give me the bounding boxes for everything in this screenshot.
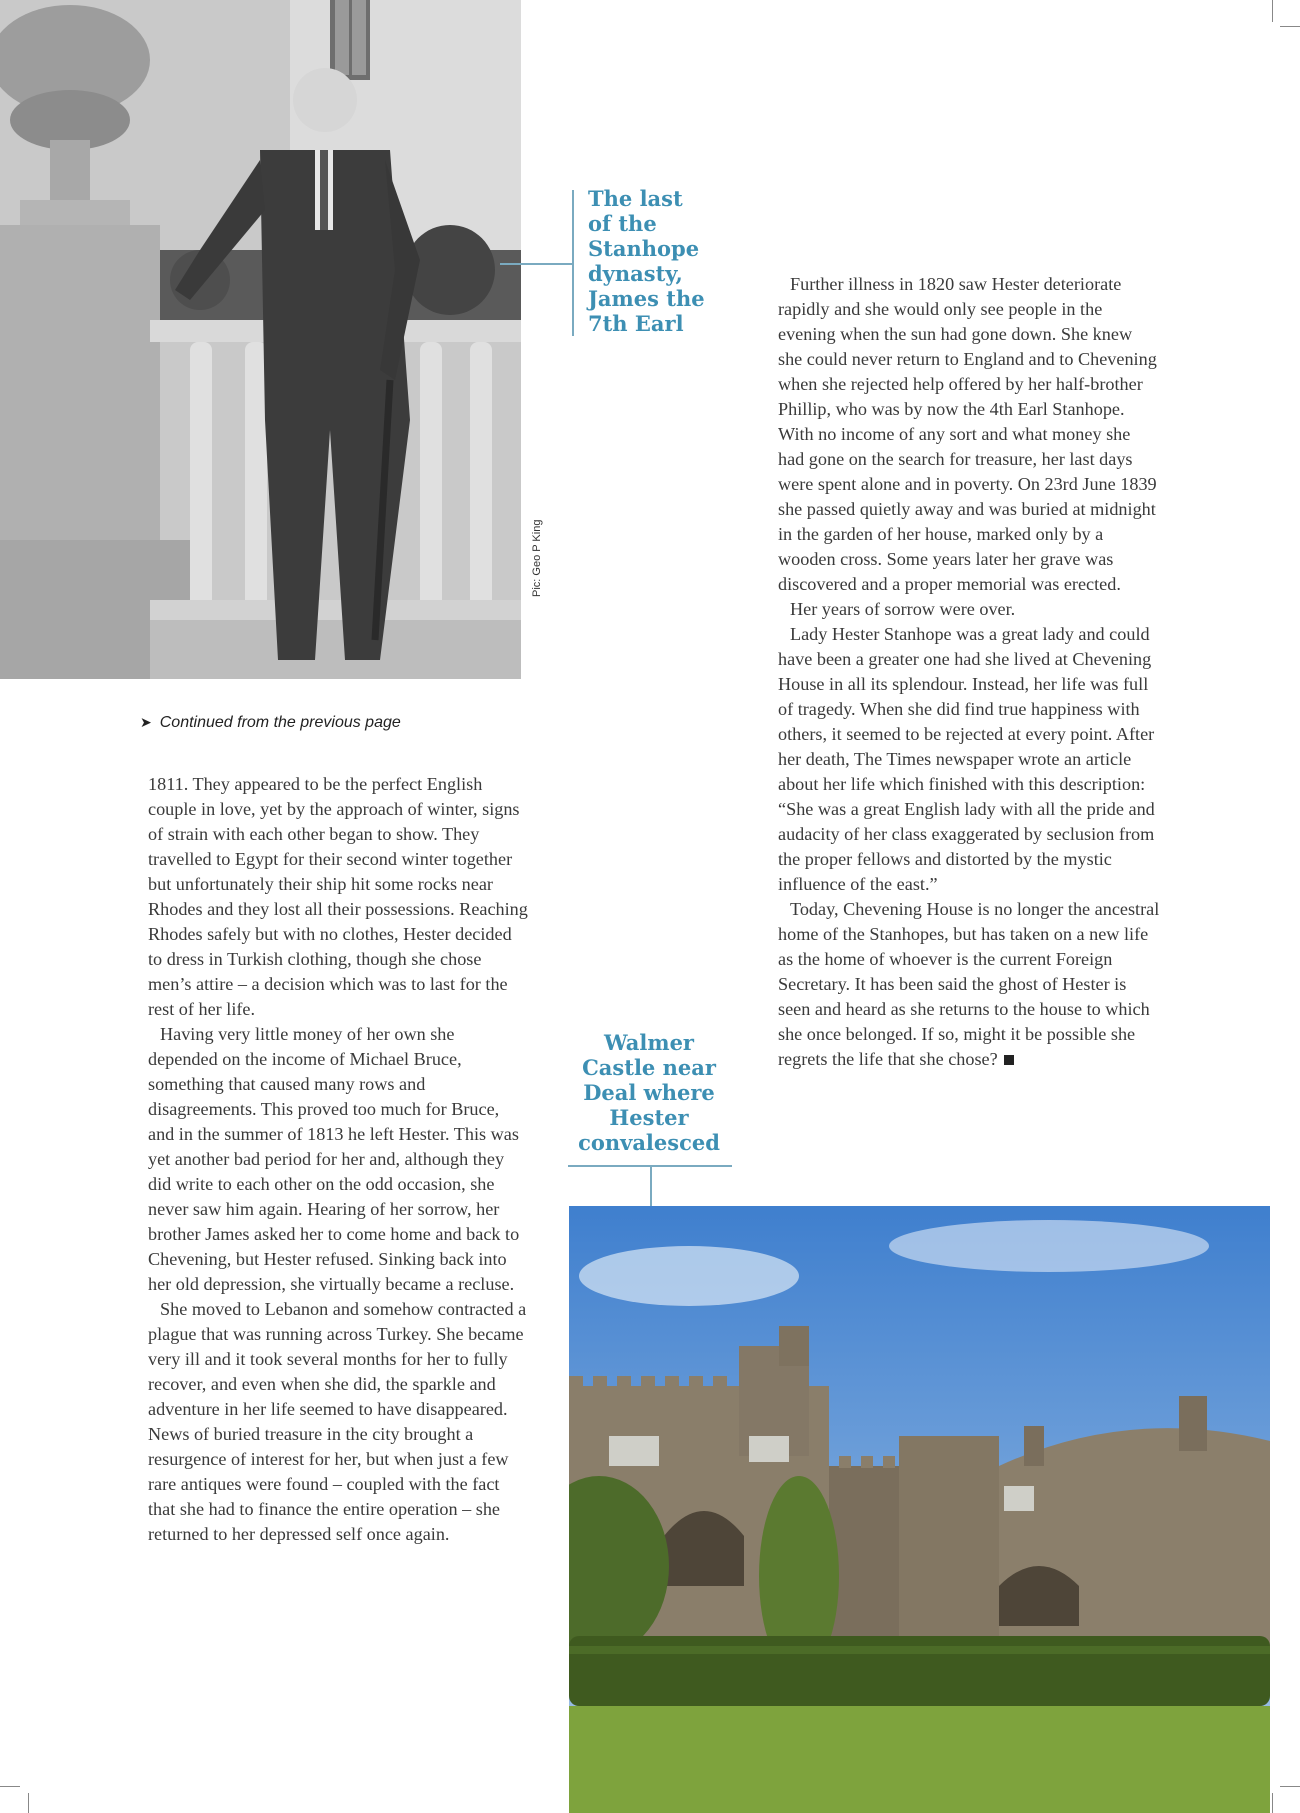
paragraph-text: Today, Chevening House is no longer the ancestral home of the Stanhopes, but has taken on a new life as the home of whoever is the current Foreign Secretary. It has been said the ghost of Hester is seen and heard as she returns to the house to which she once belonged. If so, might it be possible she regrets the life that she chose? bbox=[778, 899, 1160, 1069]
right-column bbox=[778, 272, 1160, 1072]
photo-credit: Pic: Geo P King bbox=[531, 519, 543, 597]
crop-mark bbox=[0, 1786, 20, 1787]
continued-note bbox=[140, 714, 401, 732]
earl-caption: The last of the Stanhope dynasty, James the 7th Earl bbox=[588, 186, 705, 336]
caption-leader-line bbox=[500, 263, 572, 265]
paragraph: Lady Hester Stanhope was a great lady and could have been a greater one had she lived at Chevening House in all its splendour. Instead, her life was full of tragedy. When she did find true happiness with others, it seemed to be rejected at every point. After her death, The Times newspaper wrote an article about her life which finished with this description: “She was a great English lady with all the pride and audacity of her class exaggerated by seclusion from the proper fellows and distorted by the mystic influence of the east.” bbox=[778, 624, 1155, 894]
castle-caption: Walmer Castle near Deal where Hester convalesced bbox=[578, 1030, 720, 1155]
earl-photo bbox=[0, 0, 521, 679]
paragraph: Having very little money of her own she depended on the income of Michael Bruce, something that caused many rows and disagreements. This proved too much for Bruce, and in the summer of 1813 he left Hester. This was yet another bad period for her and, although they did write to each other on the odd occasion, she never saw him again. Hearing of her sorrow, her brother James asked her to come home and back to Chevening, but Hester refused. Sinking back into her old depression, she virtually became a recluse. bbox=[148, 1024, 520, 1294]
continued-text: Continued from the previous page bbox=[159, 714, 401, 731]
crop-mark bbox=[28, 1793, 29, 1813]
crop-mark bbox=[1272, 1793, 1273, 1813]
end-square-icon bbox=[1004, 1055, 1014, 1065]
paragraph: Further illness in 1820 saw Hester deteriorate rapidly and she would only see people in the evening when the sun had gone down. She knew she could never return to England and to Chevening when she rejected help offered by her half-brother Phillip, who was by now the 4th Earl Stanhope. With no income of any sort and what money she had gone on the search for treasure, her last days were spent alone and in poverty. On 23rd June 1839 she passed quietly away and was buried at midnight in the garden of her house, marked only by a wooden cross. Some years later her grave was discovered and a proper memorial was erected. bbox=[778, 274, 1157, 594]
castle-photo bbox=[569, 1206, 1270, 1813]
paragraph-last bbox=[778, 897, 1160, 1072]
crop-mark bbox=[1280, 1786, 1300, 1787]
crop-mark bbox=[1272, 0, 1273, 22]
paragraph: Her years of sorrow were over. bbox=[790, 599, 1016, 619]
caption-rule bbox=[572, 190, 574, 336]
paragraph: She moved to Lebanon and somehow contracted a plague that was running across Turkey. She became very ill and it took several months for her to fully recover, and even when she did, the sparkle and adventure in her life seemed to have disappeared. News of buried treasure in the city brought a resurgence of interest for her, but when just a few rare antiques were found – coupled with the fact that she had to finance the entire operation – she returned to her depressed self once again. bbox=[148, 1299, 527, 1544]
left-column bbox=[148, 772, 528, 1547]
crop-mark bbox=[1280, 26, 1300, 27]
paragraph: 1811. They appeared to be the perfect English couple in love, yet by the approach of winter, signs of strain with each other began to show. They travelled to Egypt for their second winter together but unfortunately their ship hit some rocks near Rhodes and they lost all their possessions. Reaching Rhodes safely but with no clothes, Hester decided to dress in Turkish clothing, though she chose men’s attire – a decision which was to last for the rest of her life. bbox=[148, 774, 528, 1019]
arrowhead-right-icon: ➤ bbox=[140, 714, 152, 730]
